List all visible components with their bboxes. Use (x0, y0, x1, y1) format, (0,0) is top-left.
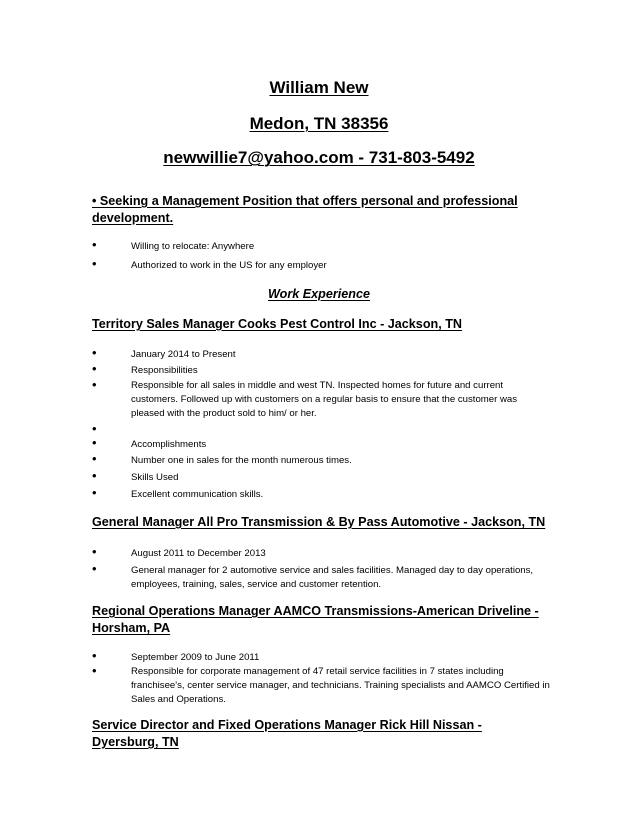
list-item: January 2014 to Present (131, 349, 236, 360)
candidate-name: William New (269, 78, 369, 97)
bullet-dot-icon: • (92, 468, 97, 483)
job-title: Service Director and Fixed Operations Manager Rick Hill Nissan - Dyersburg, TN (92, 718, 482, 749)
list-item: Excellent communication skills. (131, 489, 264, 500)
bullet-dot-icon: • (92, 345, 97, 360)
list-item: General manager for 2 automotive service and sales facilities. Managed day to day operations, employees, training, sales, service and customer retention. (131, 565, 534, 590)
list-item: Skills Used (131, 472, 179, 483)
list-item: Responsible for all sales in middle and west TN. Inspected homes for future and current customers. Followed up with customers on a regular basis to ensure that the customer was pleased with the product sold to him/ or her. (131, 380, 518, 419)
job-title: General Manager All Pro Transmission & By Pass Automotive - Jackson, TN (92, 515, 546, 529)
bullet-dot-icon: • (92, 544, 97, 559)
list-item: Responsibilities (131, 365, 198, 376)
objective: • Seeking a Management Position that offers personal and professional development. (92, 194, 518, 225)
list-item: Authorized to work in the US for any employer (131, 260, 327, 271)
list-item: August 2011 to December 2013 (131, 548, 266, 559)
list-item: Responsible for corporate management of 47 retail service facilities in 7 states including franchisee's, center service manager, and technicians. Training specialists and AAMCO Certified in Sales and Operations. (131, 666, 550, 705)
list-item: September 2009 to June 2011 (131, 652, 260, 663)
bullet-dot-icon: • (92, 485, 97, 500)
section-title-work-experience: Work Experience (268, 287, 370, 301)
candidate-contact: newwillie7@yahoo.com - 731-803-5492 (163, 148, 475, 167)
job-title: Regional Operations Manager AAMCO Transmissions-American Driveline - Horsham, PA (92, 604, 539, 635)
candidate-location: Medon, TN 38356 (249, 114, 389, 133)
list-item: Number one in sales for the month numerous times. (131, 455, 352, 466)
bullet-dot-icon: • (92, 451, 97, 466)
list-item: Accomplishments (131, 439, 207, 450)
bullet-dot-icon: • (92, 648, 97, 663)
bullet-dot-icon: • (92, 561, 97, 576)
bullet-dot-icon: • (92, 663, 97, 678)
bullet-dot-icon: • (92, 237, 97, 252)
job-title: Territory Sales Manager Cooks Pest Control Inc - Jackson, TN (92, 317, 462, 331)
bullet-dot-icon: • (92, 421, 97, 436)
bullet-dot-icon: • (92, 377, 97, 392)
bullet-dot-icon: • (92, 435, 97, 450)
bullet-dot-icon: • (92, 256, 97, 271)
bullet-dot-icon: • (92, 361, 97, 376)
list-item: Willing to relocate: Anywhere (131, 241, 255, 252)
